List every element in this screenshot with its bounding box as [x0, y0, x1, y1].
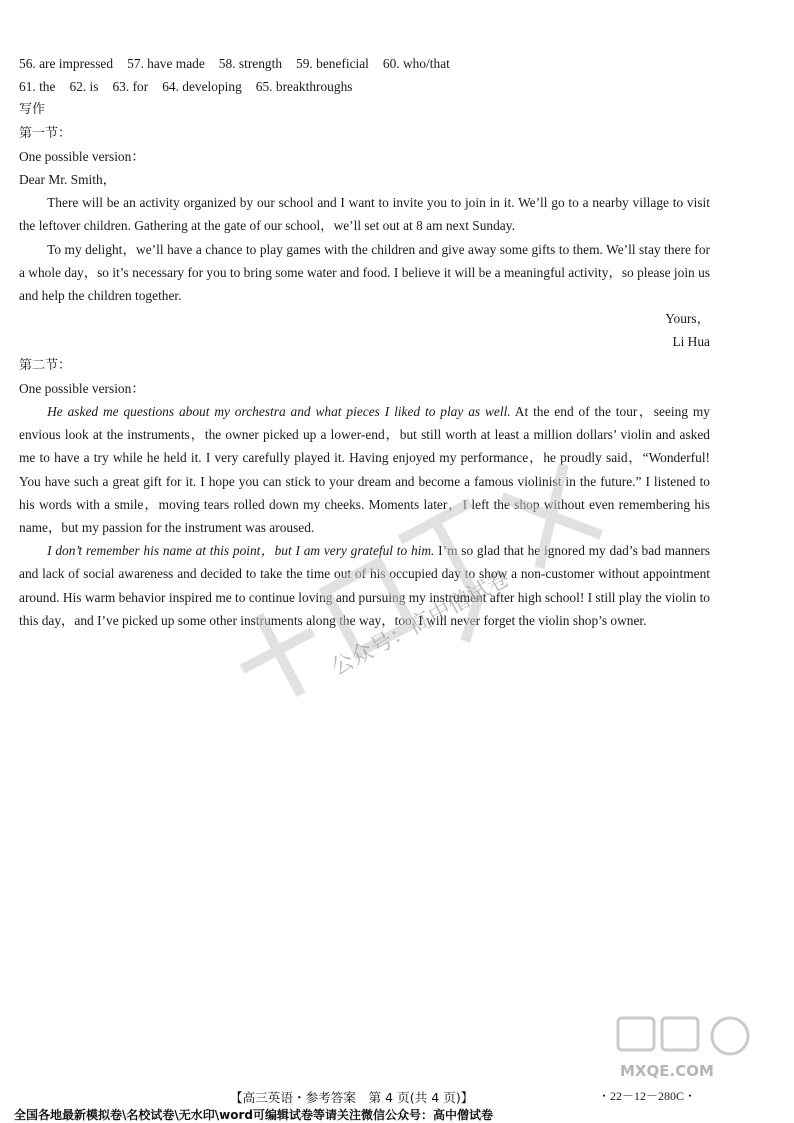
answer-63: 63. for: [112, 79, 149, 95]
section1-version: One possible version：: [19, 148, 145, 164]
answer-57: 57. have made: [127, 56, 205, 71]
section1-heading: 第一节：: [19, 125, 72, 141]
story-paragraph-1-body: At the end of the tour，seeing my envious look at the instruments，the owner picked up a lower-end，but still worth at least a million dollars’ violin and asked me to have a try while he held it. I very carefully played it. Having enjoyed my performance，he proudly said，“Wonderful! You have such a great gift for it. I hope you can stick to your dream and become a famous violinist in the future.” I listened to his words with a smile，moving tears rolled down my cheeks. Moments later，I left the shop without even remembering his name，but my passion for the instrument was aroused.: [19, 404, 710, 536]
section2-heading: 第二节：: [19, 357, 72, 373]
site-logo: [610, 1010, 780, 1085]
answer-62: 62. is: [69, 79, 99, 95]
answers-row-1: [19, 52, 710, 75]
answers-row-2: [19, 75, 710, 98]
story-paragraph-1: [19, 400, 710, 539]
answer-64: 64. developing: [162, 79, 242, 95]
story-paragraph-2: [19, 539, 710, 632]
story-paragraph-2-body: I’m so glad that he ignored my dad’s bad manners and lack of social awareness and decided to take the time out of his occupied day to show a non-customer without appointment around. His warm behavior inspired me to continue loving and pursuing my instrument after high school! I still play the violin to this day，and I’ve picked up some other instruments along the way，too. I will never forget the violin shop’s owner.: [19, 543, 710, 628]
story-paragraph-1-lead: He asked me questions about my orchestra and what pieces I liked to play as well.: [47, 404, 511, 420]
letter-signature: Li Hua: [672, 334, 710, 350]
letter-closing: Yours，: [665, 311, 710, 327]
letter-paragraph-1: There will be an activity organized by our school and I want to invite you to join in it. We’ll go to a nearby village to visit the leftover children. Gathering at the gate of our school，we’ll set out at 8 am next Sunday.: [19, 195, 710, 234]
answer-65: 65. breakthroughs: [255, 79, 353, 95]
letter-salutation: Dear Mr. Smith，: [19, 172, 117, 188]
footer-note: 全国各地最新模拟卷\名校试卷\无水印\word可编辑试卷等请关注微信公众号：高中僧试卷: [14, 1108, 493, 1122]
answer-61: 61. the: [19, 79, 56, 95]
letter-paragraph-2: To my delight，we’ll have a chance to play games with the children and give away some gifts to them. We’ll stay there for a whole day，so it’s necessary for you to bring some water and food. I believe it will be a meaningful activity，so please join us and help the children together.: [19, 241, 710, 304]
paper-code: ・22－12－280C・: [598, 1089, 697, 1103]
page-footer: 【高三英语・参考答案 第 4 页(共 4 页)】: [230, 1090, 474, 1105]
answer-page: [19, 52, 710, 632]
site-logo-text: MXQE.COM: [620, 1062, 714, 1080]
story-paragraph-2-lead: I don’t remember his name at this point，but I am very grateful to him.: [47, 543, 435, 559]
answer-56: 56. are impressed: [19, 56, 114, 71]
section2-version: One possible version：: [19, 380, 145, 396]
answer-60: 60. who/that: [382, 56, 450, 71]
answer-58: 58. strength: [218, 56, 283, 71]
watermark-text: 公众号：高中僧试卷: [327, 566, 515, 682]
writing-title: 写作: [19, 102, 46, 118]
answer-59: 59. beneficial: [296, 56, 369, 71]
